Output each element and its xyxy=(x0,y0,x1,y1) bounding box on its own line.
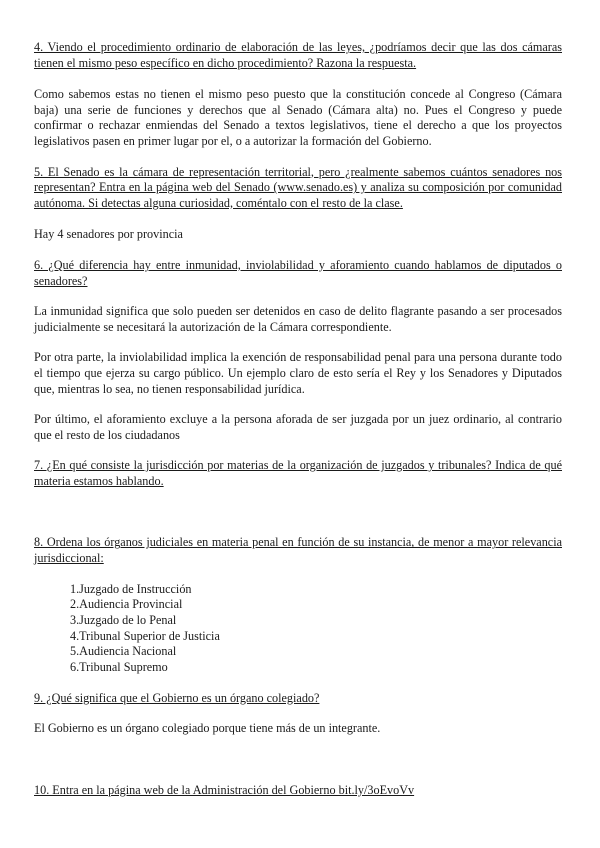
answer-9: El Gobierno es un órgano colegiado porque tiene más de un integrante. xyxy=(34,721,381,736)
question-10: 10. Entra en la página web de la Administración del Gobierno bit.ly/3oEvoVv xyxy=(34,783,415,798)
question-4: 4. Viendo el procedimiento ordinario de elaboración de las leyes, ¿podríamos decir que las dos cámaras tienen el mismo peso específico en dicho procedimiento? Razona la respuesta. xyxy=(34,40,562,70)
question-7: 7. ¿En qué consiste la jurisdicción por materias de la organización de juzgados y tribunales? Indica de qué materia estamos hablando. xyxy=(34,458,562,488)
question-6: 6. ¿Qué diferencia hay entre inmunidad, inviolabilidad y aforamiento cuando hablamos de diputados o senadores? xyxy=(34,257,562,288)
list-item: 2.Audiencia Provincial xyxy=(70,597,183,612)
answer-6-inviolabilidad: Por otra parte, la inviolabilidad implica la exención de responsabilidad penal para una persona durante todo el tiempo que ejerza su cargo público. Un ejemplo claro de esto sería el Rey y los Senadores y Diputados que, mientras lo sea, no tienen responsabilidad jurídica. xyxy=(34,350,562,396)
document-page xyxy=(34,40,562,799)
list-item: 4.Tribunal Superior de Justicia xyxy=(70,628,220,643)
judicial-organs-list xyxy=(34,582,562,676)
list-item: 5.Audiencia Nacional xyxy=(70,644,177,659)
question-8: 8. Ordena los órganos judiciales en materia penal en función de su instancia, de menor a mayor relevancia jurisdiccional: xyxy=(34,535,562,566)
question-5: 5. El Senado es la cámara de representación territorial, pero ¿realmente sabemos cuántos senadores nos representan? Entra en la página web del Senado (www.senado.es) y analiza su composición por comunidad autónoma. Si detectas alguna curiosidad, coméntalo con el resto de la clase. xyxy=(34,164,562,210)
list-item: 1.Juzgado de Instrucción xyxy=(70,581,192,596)
list-item: 3.Juzgado de lo Penal xyxy=(70,613,177,628)
question-9: 9. ¿Qué significa que el Gobierno es un órgano colegiado? xyxy=(34,690,320,705)
answer-6-inmunidad: La inmunidad significa que solo pueden ser detenidos en caso de delito flagrante pasando a ser procesados judicialmente se necesitará la autorización de la Cámara correspondiente. xyxy=(34,304,562,334)
answer-6-aforamiento: Por último, el aforamiento excluye a la persona aforada de ser juzgada por un juez ordinario, al contrario que el resto de los ciudadanos xyxy=(34,412,562,442)
list-item: 6.Tribunal Supremo xyxy=(70,660,168,675)
answer-5: Hay 4 senadores por provincia xyxy=(34,227,183,242)
answer-4: Como sabemos estas no tienen el mismo peso puesto que la constitución concede al Congreso (Cámara baja) una serie de funciones y derechos que al Senado (Cámara alta) no. Pues el Congreso y puede confirmar o rechazar enmiendas del Senado a textos legislativos, tiene el derecho a que los proyectos legislativos pasen en primer lugar por el, o a autorizar la formación del Gobierno. xyxy=(34,87,562,148)
